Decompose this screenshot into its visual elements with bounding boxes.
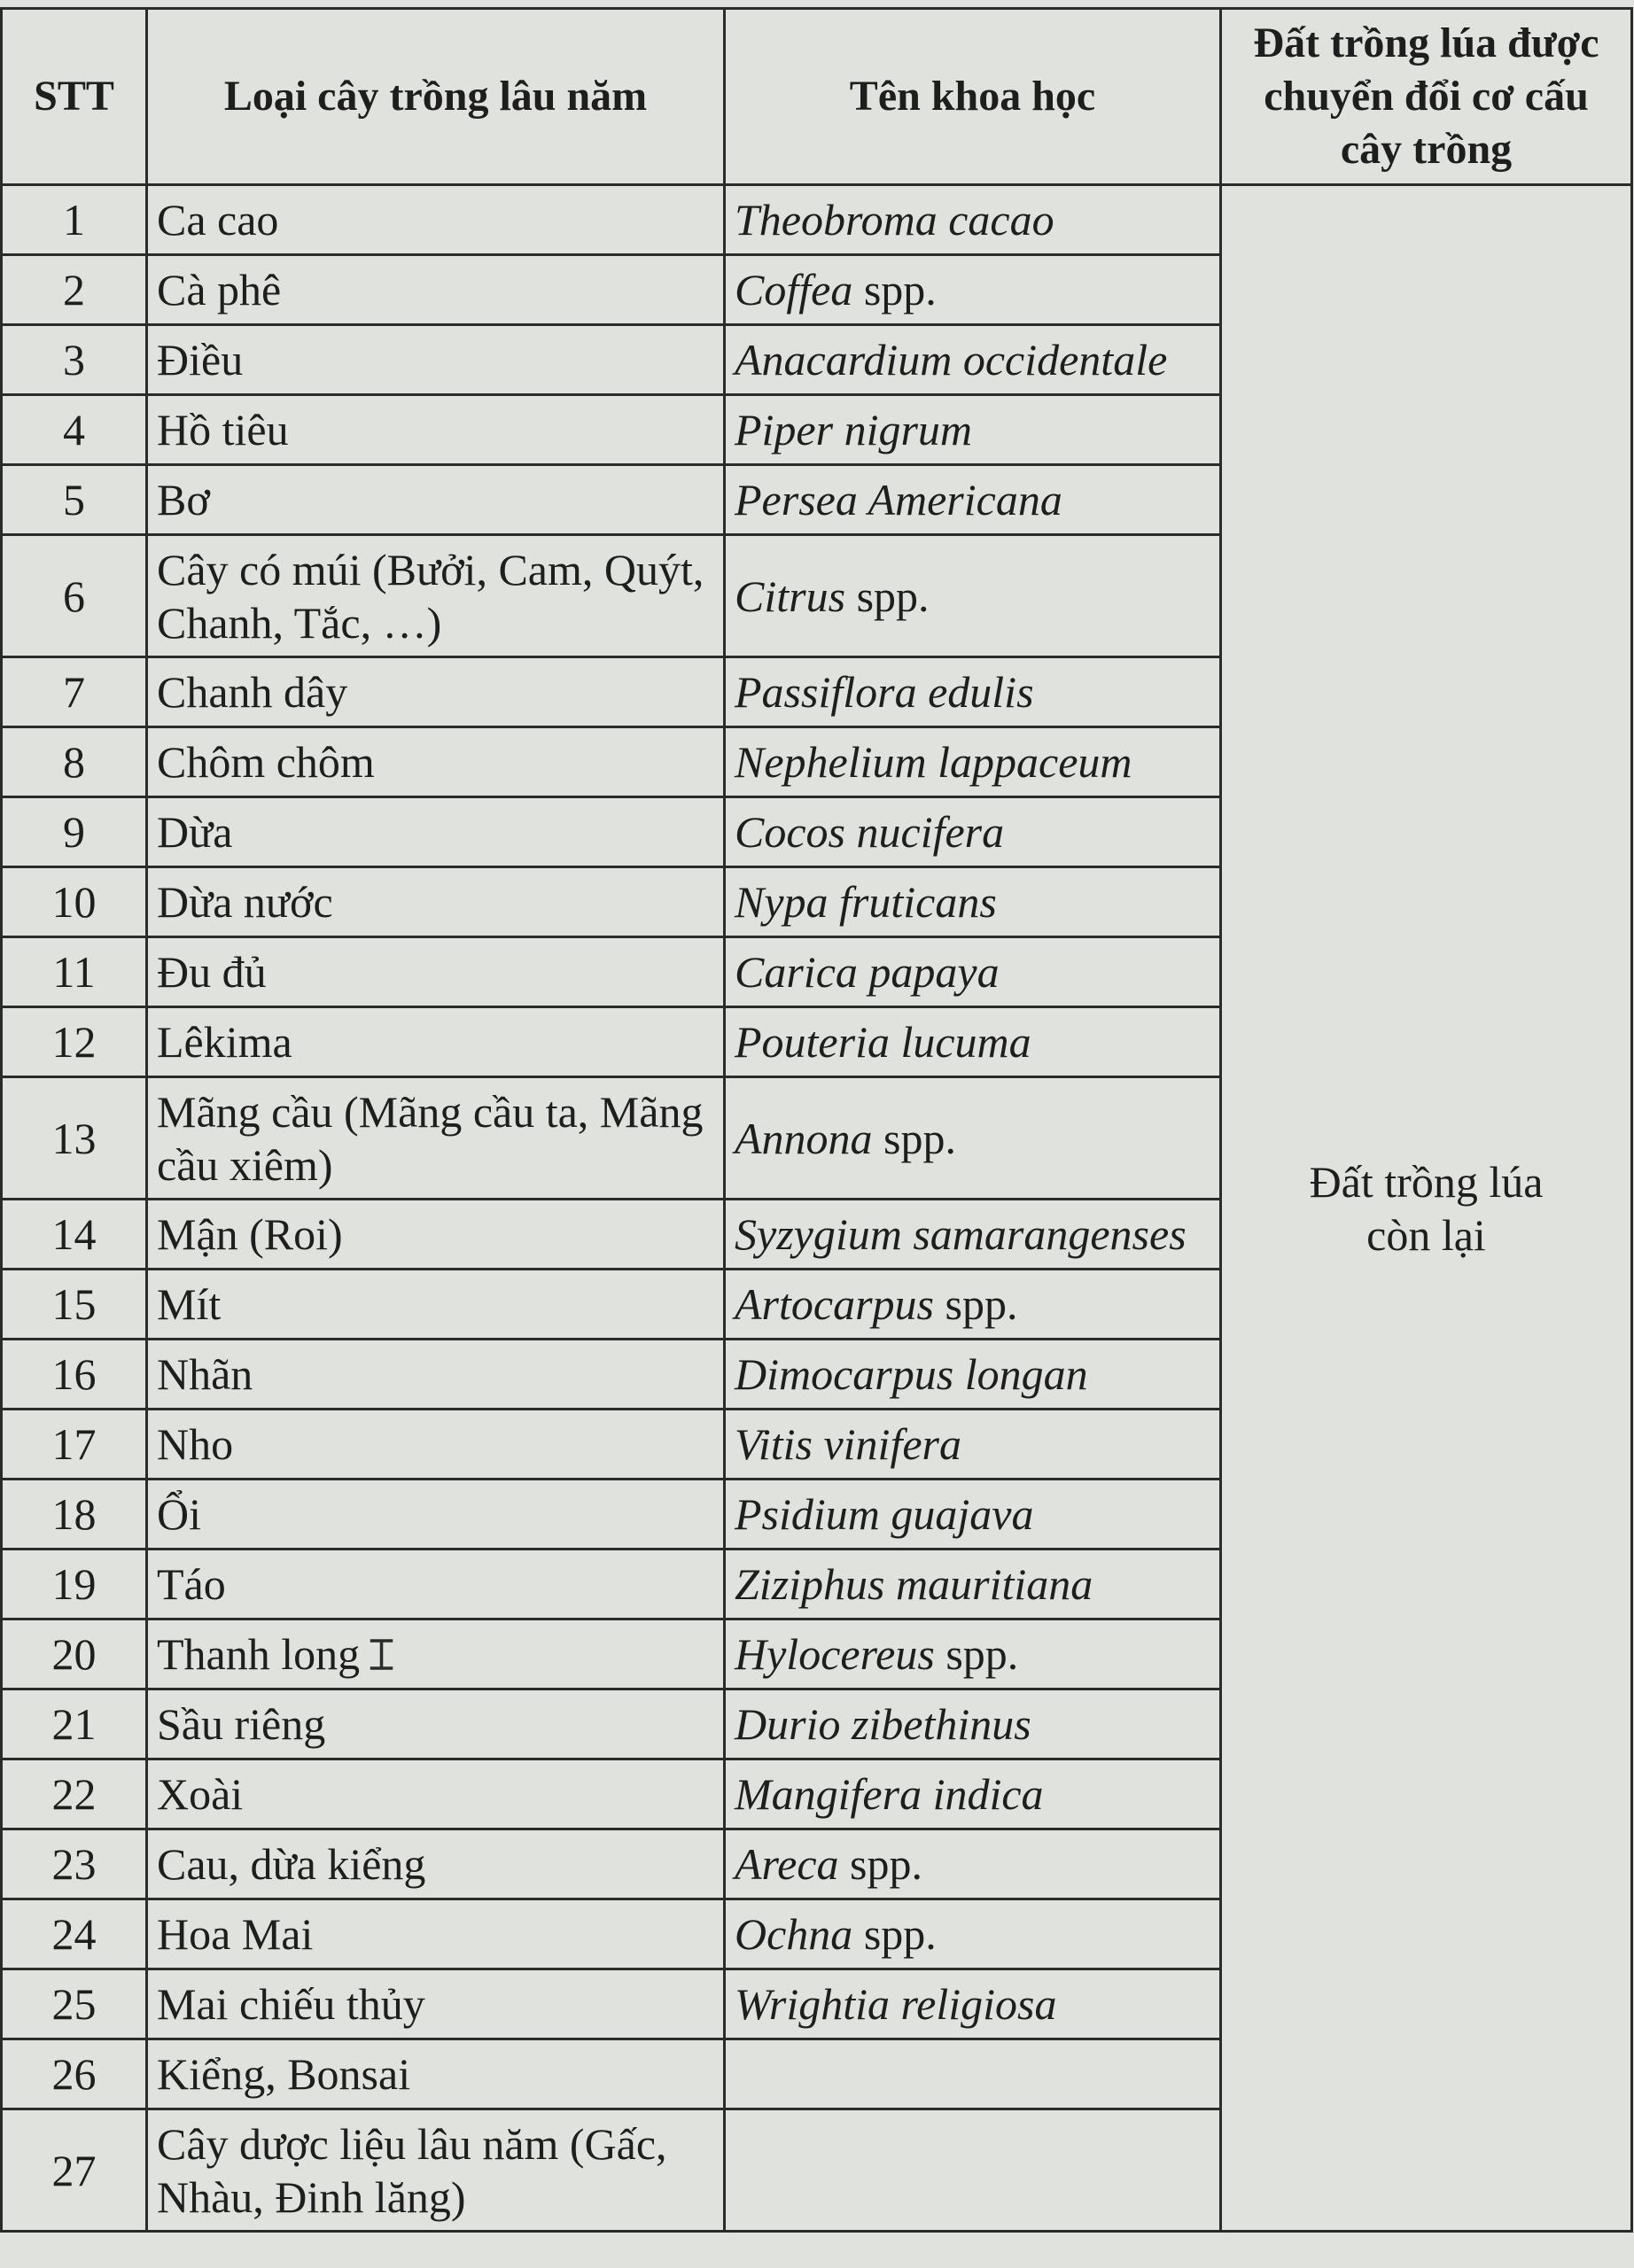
scientific-name-text: Coffea [735, 265, 853, 315]
scientific-name-text: Areca [735, 1839, 839, 1889]
row-number: 25 [2, 1969, 147, 2039]
crop-name-text: Chôm chôm [157, 737, 375, 787]
crop-name-text: Nhãn [157, 1349, 253, 1399]
scientific-name-suffix: spp. [872, 1113, 957, 1163]
row-number: 4 [2, 395, 147, 465]
scientific-name [725, 1270, 1221, 1340]
crop-name [147, 325, 725, 395]
scientific-name [725, 535, 1221, 657]
scientific-name-text: Hylocereus [735, 1629, 935, 1679]
scientific-name-text: Passiflora edulis [735, 667, 1034, 717]
scientific-name-text: Nypa fruticans [735, 877, 997, 927]
scientific-name [725, 1077, 1221, 1200]
crop-name [147, 1077, 725, 1200]
scientific-name-text: Dimocarpus longan [735, 1349, 1088, 1399]
row-number: 2 [2, 255, 147, 325]
scientific-name-text: Theobroma cacao [735, 195, 1054, 245]
crop-name-text: Cà phê [157, 265, 282, 315]
crop-name [147, 1689, 725, 1759]
row-number: 20 [2, 1619, 147, 1689]
scientific-name [725, 465, 1221, 535]
crop-name-text: Ổi [157, 1489, 201, 1539]
scientific-name [725, 1969, 1221, 2039]
scientific-name-text: Persea Americana [735, 475, 1062, 524]
crop-name-text: Thanh long [157, 1628, 361, 1679]
scientific-name [725, 1899, 1221, 1969]
crop-name-text: Bơ [157, 475, 210, 524]
scientific-name [725, 867, 1221, 937]
scientific-name-text: Piper nigrum [735, 405, 973, 454]
crop-name [147, 1480, 725, 1550]
scientific-name-text: Mangifera indica [735, 1769, 1044, 1819]
crop-name [147, 657, 725, 727]
row-number: 7 [2, 657, 147, 727]
scientific-name-text: Citrus [735, 571, 846, 621]
crop-name-text: Lêkima [157, 1017, 292, 1067]
header-land-type: Đất trồng lúa được chuyển đổi cơ cấu cây trồng [1221, 9, 1632, 185]
row-number: 18 [2, 1480, 147, 1550]
scientific-name-suffix: spp. [852, 1909, 937, 1959]
row-number: 13 [2, 1077, 147, 1200]
scientific-name-text: Syzygium samarangenses [735, 1209, 1187, 1259]
scientific-name [725, 1619, 1221, 1689]
scientific-name [725, 1007, 1221, 1077]
row-number: 3 [2, 325, 147, 395]
crop-name [147, 1410, 725, 1480]
row-number: 16 [2, 1340, 147, 1410]
row-number: 26 [2, 2039, 147, 2109]
row-number: 8 [2, 727, 147, 797]
scientific-name-suffix: spp. [934, 1279, 1018, 1329]
table-body [2, 185, 1632, 2232]
perennial-crops-table [0, 7, 1633, 2233]
land-type-cell [1221, 185, 1632, 2232]
crop-name-text: Dừa nước [157, 877, 333, 927]
scientific-name [725, 1410, 1221, 1480]
scientific-name-text: Anacardium occidentale [735, 335, 1168, 384]
crop-name [147, 2039, 725, 2109]
crop-name-text: Sầu riêng [157, 1699, 326, 1749]
crop-name [147, 1619, 725, 1689]
crop-name [147, 867, 725, 937]
row-number: 9 [2, 797, 147, 867]
row-number: 6 [2, 535, 147, 657]
row-number: 1 [2, 185, 147, 255]
crop-name-text: Cây dược liệu lâu năm (Gấc, Nhàu, Đinh lăng) [157, 2118, 667, 2222]
scientific-name-text: Ziziphus mauritiana [735, 1559, 1093, 1609]
crop-name [147, 1550, 725, 1619]
scientific-name [725, 937, 1221, 1007]
scientific-name-text: Psidium guajava [735, 1489, 1034, 1539]
scientific-name [725, 1340, 1221, 1410]
row-number: 21 [2, 1689, 147, 1759]
crop-name-text: Chanh dây [157, 667, 348, 717]
crop-name [147, 1759, 725, 1829]
scientific-name [725, 1759, 1221, 1829]
row-number: 22 [2, 1759, 147, 1829]
scientific-name-suffix: spp. [845, 571, 930, 621]
scientific-name-suffix: spp. [934, 1629, 1019, 1679]
scientific-name [725, 657, 1221, 727]
crop-name-text: Nho [157, 1419, 234, 1469]
row-number: 17 [2, 1410, 147, 1480]
header-scientific-name: Tên khoa học [725, 9, 1221, 185]
row-number: 14 [2, 1200, 147, 1270]
scientific-name [725, 727, 1221, 797]
row-number: 27 [2, 2109, 147, 2232]
row-number: 15 [2, 1270, 147, 1340]
row-number: 12 [2, 1007, 147, 1077]
crop-name-text: Đu đủ [157, 947, 267, 997]
scientific-name-text: Wrightia religiosa [735, 1979, 1057, 2029]
scientific-name [725, 325, 1221, 395]
land-type-line-1: Đất trồng lúa [1309, 1156, 1544, 1207]
crop-name-text: Hồ tiêu [157, 405, 289, 454]
crop-name [147, 395, 725, 465]
scientific-name-text: Nephelium lappaceum [735, 737, 1132, 787]
scientific-name-text: Artocarpus [735, 1279, 934, 1329]
row-number: 10 [2, 867, 147, 937]
crop-name [147, 535, 725, 657]
scientific-name [725, 1689, 1221, 1759]
crop-name [147, 937, 725, 1007]
crop-name-text: Ca cao [157, 195, 279, 245]
header-stt: STT [2, 9, 147, 185]
crop-name-text: Cây có múi (Bưởi, Cam, Quýt, Chanh, Tắc, …) [157, 544, 704, 648]
scientific-name-text: Cocos nucifera [735, 807, 1005, 857]
crop-name [147, 1340, 725, 1410]
land-type-line-2: còn lại [1366, 1209, 1486, 1260]
crop-name [147, 1899, 725, 1969]
crop-name [147, 1270, 725, 1340]
crop-name [147, 1969, 725, 2039]
scientific-name [725, 395, 1221, 465]
scientific-name [725, 2109, 1221, 2232]
crop-name [147, 727, 725, 797]
scientific-name-text: Carica papaya [735, 947, 1000, 997]
row-number: 24 [2, 1899, 147, 1969]
crop-name-text: Mận (Roi) [157, 1209, 343, 1259]
crop-name-text: Mít [157, 1279, 222, 1329]
scientific-name [725, 1200, 1221, 1270]
crop-name [147, 1200, 725, 1270]
scientific-name-suffix: spp. [838, 1839, 922, 1889]
text-cursor-icon: ⌶ [369, 1629, 394, 1680]
crop-name [147, 1829, 725, 1899]
scientific-name [725, 797, 1221, 867]
crop-name-text: Mãng cầu (Mãng cầu ta, Mãng cầu xiêm) [157, 1086, 704, 1190]
row-number: 23 [2, 1829, 147, 1899]
scientific-name-text: Durio zibethinus [735, 1699, 1031, 1749]
crop-name [147, 255, 725, 325]
scientific-name-text: Vitis vinifera [735, 1419, 961, 1469]
scientific-name-suffix: spp. [852, 265, 937, 315]
crop-name [147, 185, 725, 255]
scientific-name-text: Pouteria lucuma [735, 1017, 1031, 1067]
header-crop-name: Loại cây trồng lâu năm [147, 9, 725, 185]
row-number: 11 [2, 937, 147, 1007]
crop-name-text: Hoa Mai [157, 1909, 314, 1959]
row-number: 19 [2, 1550, 147, 1619]
crop-name-text: Mai chiếu thủy [157, 1979, 425, 2029]
crop-name [147, 465, 725, 535]
table-header-row [2, 9, 1632, 185]
scientific-name [725, 2039, 1221, 2109]
scientific-name [725, 1550, 1221, 1619]
crop-name [147, 2109, 725, 2232]
scientific-name-text: Ochna [735, 1909, 853, 1959]
table-row [2, 185, 1632, 255]
row-number: 5 [2, 465, 147, 535]
crop-name [147, 1007, 725, 1077]
crop-name [147, 797, 725, 867]
crop-name-text: Kiểng, Bonsai [157, 2049, 411, 2099]
scientific-name-text: Annona [735, 1113, 873, 1163]
scientific-name [725, 255, 1221, 325]
crop-name-text: Điều [157, 335, 244, 384]
crop-name-text: Xoài [157, 1769, 244, 1819]
crop-name-text: Dừa [157, 807, 233, 857]
scientific-name [725, 1480, 1221, 1550]
crop-name-text: Cau, dừa kiểng [157, 1839, 426, 1889]
crop-name-text: Táo [157, 1559, 226, 1609]
scientific-name [725, 1829, 1221, 1899]
scientific-name [725, 185, 1221, 255]
